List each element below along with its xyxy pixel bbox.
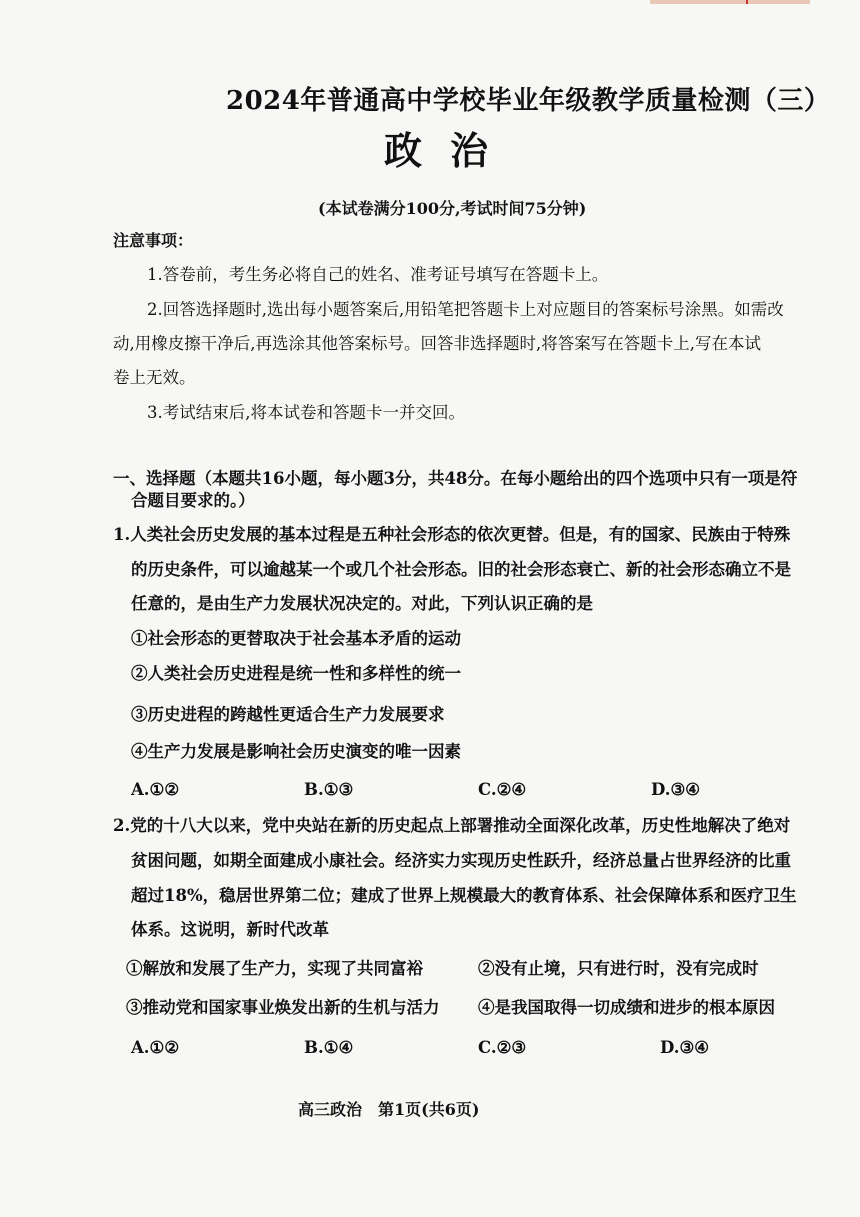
q2-item-4: ④是我国取得一切成绩和进步的根本原因 xyxy=(478,998,775,1017)
q1-item-4: ④生产力发展是影响社会历史演变的唯一因素 xyxy=(131,742,461,761)
notice-line-3: 动,用橡皮擦干净后,再选涂其他答案标号。回答非选择题时,将答案写在答题卡上,写在本试 xyxy=(113,334,761,353)
q2-stem-line-3: 超过18%，稳居世界第二位；建成了世界上规模最大的教育体系、社会保障体系和医疗卫生 xyxy=(131,886,797,905)
notice-line-5: 3.考试结束后,将本试卷和答题卡一并交回。 xyxy=(147,403,465,422)
notice-heading: 注意事项： xyxy=(113,231,194,250)
edge-stamp-mark xyxy=(746,0,748,4)
q2-stem-line-2: 贫困问题，如期全面建成小康社会。经济实力实现历史性跃升，经济总量占世界经济的比重 xyxy=(131,851,791,870)
edge-stamp xyxy=(650,0,810,4)
q1-item-3: ③历史进程的跨越性更适合生产力发展要求 xyxy=(131,705,445,724)
q2-option-b: B.①④ xyxy=(304,1038,354,1057)
page-footer: 高三政治 第1页(共6页) xyxy=(298,1100,480,1119)
q2-option-a: A.①② xyxy=(131,1038,180,1057)
q2-option-c: C.②③ xyxy=(478,1038,527,1057)
subject-title: 政治 xyxy=(383,128,516,173)
notice-line-1: 1.答卷前，考生务必将自己的姓名、准考证号填写在答题卡上。 xyxy=(147,265,609,284)
q1-item-2: ②人类社会历史进程是统一性和多样性的统一 xyxy=(131,664,461,683)
q1-stem-line-2: 的历史条件，可以逾越某一个或几个社会形态。旧的社会形态衰亡、新的社会形态确立不是 xyxy=(131,560,791,579)
q1-option-b: B.①③ xyxy=(304,780,354,799)
exam-title: 2024年普通高中学校毕业年级教学质量检测（三） xyxy=(226,86,831,116)
q1-stem-line-3: 任意的，是由生产力发展状况决定的。对此，下列认识正确的是 xyxy=(131,594,593,613)
q2-stem-line-1: 2.党的十八大以来，党中央站在新的历史起点上部署推动全面深化改革，历史性地解决了绝对 xyxy=(113,816,791,835)
q1-option-d: D.③④ xyxy=(651,780,701,799)
q2-stem-line-4: 体系。这说明，新时代改革 xyxy=(131,920,329,939)
notice-line-2: 2.回答选择题时,选出每小题答案后,用铅笔把答题卡上对应题目的答案标号涂黑。如需改 xyxy=(147,300,784,319)
q1-item-1: ①社会形态的更替取决于社会基本矛盾的运动 xyxy=(131,629,461,648)
q1-option-c: C.②④ xyxy=(478,780,527,799)
q1-stem-line-1: 1.人类社会历史发展的基本过程是五种社会形态的依次更替。但是，有的国家、民族由于特殊 xyxy=(113,525,791,544)
q2-item-2: ②没有止境，只有进行时，没有完成时 xyxy=(478,959,759,978)
notice-line-4: 卷上无效。 xyxy=(113,368,196,387)
q2-item-3: ③推动党和国家事业焕发出新的生机与活力 xyxy=(126,998,440,1017)
q1-option-a: A.①② xyxy=(131,780,180,799)
section-heading-line-1: 一、选择题（本题共16小题，每小题3分，共48分。在每小题给出的四个选项中只有一项是符 xyxy=(113,469,798,488)
q2-option-d: D.③④ xyxy=(660,1038,710,1057)
section-heading-line-2: 合题目要求的。） xyxy=(131,491,255,510)
exam-info: (本试卷满分100分,考试时间75分钟) xyxy=(318,199,587,218)
q2-item-1: ①解放和发展了生产力，实现了共同富裕 xyxy=(126,959,423,978)
